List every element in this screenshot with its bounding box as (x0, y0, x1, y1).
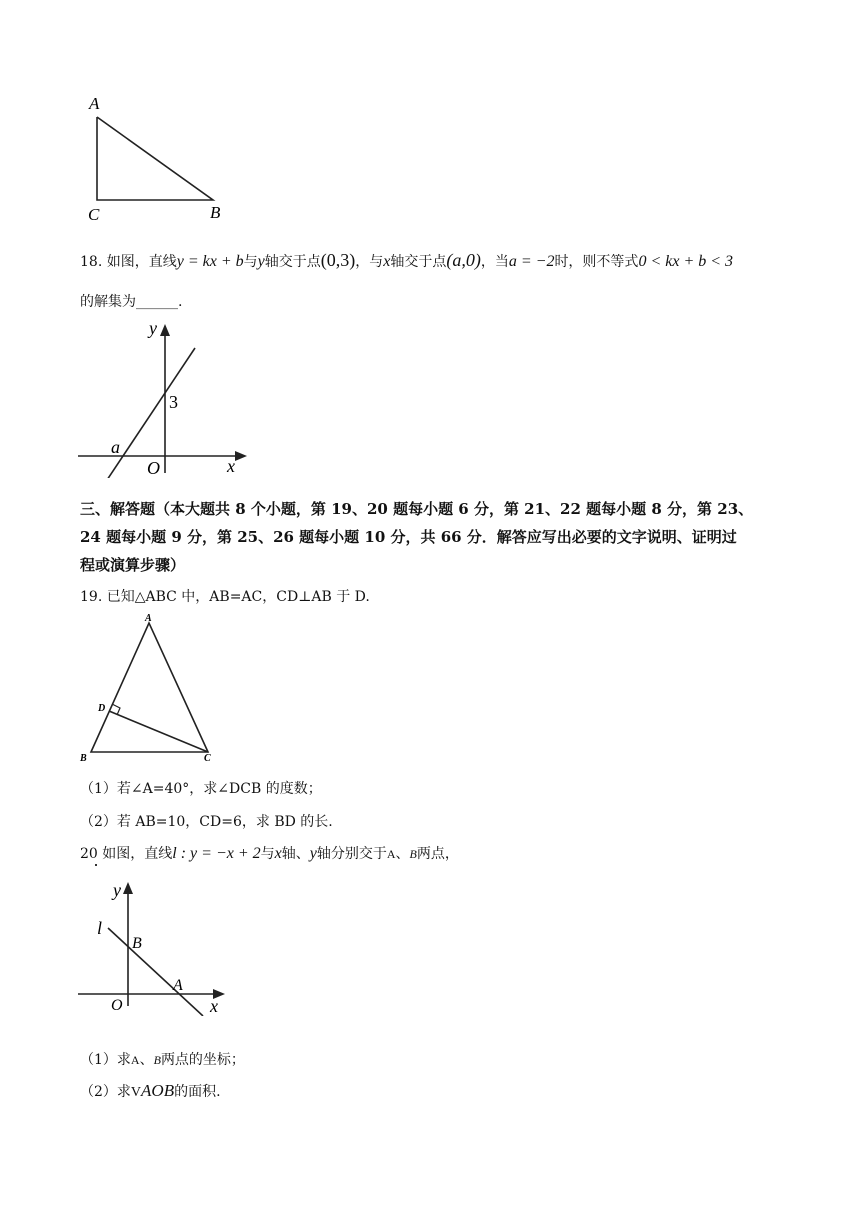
figure-line-graph (75, 318, 255, 478)
figure-isosceles-triangle (75, 610, 225, 765)
label-A: A (173, 977, 183, 994)
math-var: x (383, 253, 391, 270)
question-20-part-1 (80, 1049, 245, 1069)
math-var: y (309, 845, 317, 862)
label-B: B (210, 203, 221, 222)
figure-triangle-acb (80, 90, 240, 230)
figure-line-l (75, 876, 235, 1016)
label-x: x (227, 456, 235, 476)
math-inequality: 0 < kx + b < 3 (638, 253, 734, 270)
label-y: y (149, 318, 157, 338)
text: 时，则不等式 (554, 254, 639, 270)
question-19-part-2: （2）若 AB=10，CD=6，求 BD 的长. (80, 814, 333, 830)
math-expression: l : y = −x + 2 (172, 845, 261, 862)
text: 轴分别交于 (316, 846, 387, 862)
question-19-stem: 19. 已知△ABC 中，AB=AC，CD⊥AB 于 D. (80, 589, 370, 605)
stray-dot (95, 864, 97, 866)
math-var: A (130, 1053, 140, 1067)
section-3-line3: 程或演算步骤） (80, 556, 186, 574)
y-axis-arrow (160, 324, 170, 336)
question-number: 18. (80, 254, 103, 270)
text: （1）求 (80, 1052, 131, 1068)
math-var: AOB (141, 1081, 175, 1100)
label-3: 3 (169, 392, 178, 412)
text: 、 (139, 1052, 154, 1068)
triangle-symbol: V (130, 1085, 142, 1100)
triangle-abc-outline (91, 623, 208, 752)
label-A: A (145, 613, 152, 624)
label-B: B (132, 935, 142, 952)
label-l: l (97, 918, 103, 938)
math-condition: a = −2 (508, 253, 555, 270)
text: 两点， (416, 846, 459, 862)
question-19-part-1: （1）若∠A=40°，求∠DCB 的度数； (80, 781, 322, 797)
text: 两点的坐标； (160, 1052, 245, 1068)
text: 轴交于点 (264, 254, 321, 270)
label-O: O (111, 997, 123, 1014)
question-18-line1 (80, 250, 733, 271)
text: 轴交于点 (390, 254, 447, 270)
label-A: A (89, 94, 100, 113)
section-3-line2: 24 题每小题 9 分，第 25、26 题每小题 10 分，共 66 分．解答应写出必要的文字说明、证明过 (80, 528, 737, 546)
math-point: (a,0) (446, 250, 481, 270)
x-axis-arrow (235, 451, 247, 461)
text: 与 (260, 846, 275, 862)
math-var: x (274, 845, 282, 862)
question-18-line2: 的解集为______. (80, 294, 183, 310)
triangle-acb-outline (97, 117, 213, 200)
math-var: B (409, 847, 417, 861)
label-y: y (113, 880, 121, 900)
math-expression: y = kx + b (176, 253, 244, 270)
question-number: 20 (80, 846, 98, 862)
math-var: B (153, 1053, 161, 1067)
text: ，当 (480, 254, 509, 270)
y-axis-arrow (123, 882, 133, 894)
text: 如图，直线 (102, 846, 173, 862)
label-C: C (88, 205, 100, 224)
question-20-part-2 (80, 1081, 221, 1101)
text: 轴、 (281, 846, 310, 862)
text: （2）求 (80, 1084, 131, 1100)
math-var: y (257, 253, 265, 270)
text: 的面积. (174, 1084, 221, 1100)
label-C: C (204, 753, 211, 764)
section-3-line1: 三、解答题（本大题共 8 个小题，第 19、20 题每小题 6 分，第 21、22 题每小题 8 分，第 23、 (80, 500, 754, 518)
math-var: A (386, 847, 396, 861)
label-x: x (210, 996, 218, 1016)
label-D: D (98, 703, 106, 714)
altitude-cd (109, 711, 208, 752)
text: ，与 (355, 254, 384, 270)
label-B: B (80, 753, 87, 764)
question-20-stem (80, 843, 459, 863)
text: 、 (395, 846, 410, 862)
text: 与 (243, 254, 258, 270)
math-point: (0,3) (320, 250, 356, 270)
label-O: O (147, 458, 160, 478)
text: 如图，直线 (106, 254, 177, 270)
label-a: a (111, 437, 120, 457)
